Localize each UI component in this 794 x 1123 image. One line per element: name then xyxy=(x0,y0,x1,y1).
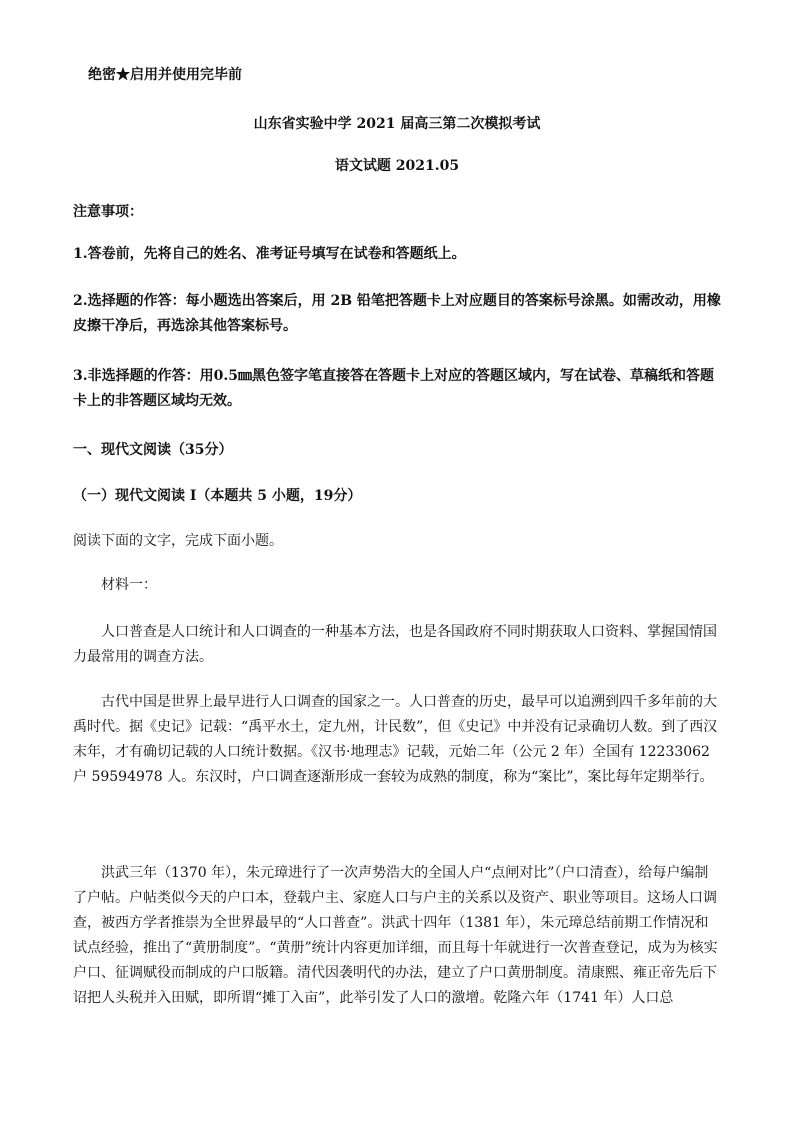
section-heading: 一、现代文阅读（35分） xyxy=(73,442,233,458)
subject-line: 语文试题 2021.05 xyxy=(334,158,460,174)
exam-title: 山东省实验中学 2021 届高三第二次模拟考试 xyxy=(253,116,541,132)
note-item-3: 3.非选择题的作答：用0.5㎜黑色签字笔直接答在答题卡上对应的答题区域内，写在试卷、草稿纸和答题卡上的非答题区域均无效。 xyxy=(73,368,714,409)
note-item-2: 2.选择题的作答：每小题选出答案后，用 2B 铅笔把答题卡上对应题目的答案标号涂黑。如需改动，用橡皮擦干净后，再选涂其他答案标号。 xyxy=(73,293,721,334)
paragraph-2: 古代中国是世界上最早进行人口调查的国家之一。人口普查的历史，最早可以追溯到四千多年前的大禹时代。据《史记》记载：“禹平水土，定九州，计民数”，但《史记》中并没有记录确切人数。到了西汉末年，才有确切记载的人口统计数据。《汉书·地理志》记载，元始二年（公元 2 年）全国有 12233062 户 59594978 人。东汉时，户口调查逐渐形成一套较为成熟的制度，称为“案比”，案比每年定期举行。 xyxy=(73,694,718,785)
note-item-1: 1.答卷前，先将自己的姓名、准考证号填写在试卷和答题纸上。 xyxy=(73,246,466,262)
notes-heading: 注意事项： xyxy=(73,204,143,220)
paragraph-3: 洪武三年（1370 年），朱元璋进行了一次声势浩大的全国人户“点闸对比”（户口清查），给每户编制了户帖。户帖类似今天的户口本，登载户主、家庭人口与户主的关系以及资产、职业等项目。这场人口调查，被西方学者推崇为全世界最早的“人口普查”。洪武十四年（1381 年），朱元璋总结前期工作情况和试点经验，推出了“黄册制度”。“黄册”统计内容更加详细，而且每十年就进行一次普查登记，成为为核实户口、征调赋役而制成的户口版籍。清代因袭明代的办法，建立了户口黄册制度。清康熙、雍正帝先后下诏把人头税并入田赋，即所谓“摊丁入亩”，此举引发了人口的激增。乾隆六年（1741 年）人口总 xyxy=(73,865,718,1006)
paragraph-1: 人口普查是人口统计和人口调查的一种基本方法，也是各国政府不同时期获取人口资料、掌握国情国力最常用的调查方法。 xyxy=(73,624,717,665)
section-subheading: （一）现代文阅读 I（本题共 5 小题，19分） xyxy=(73,488,362,504)
material-label: 材料一： xyxy=(101,577,157,593)
confidential-label: 绝密★启用并使用完毕前 xyxy=(88,67,242,83)
reading-instruction: 阅读下面的文字，完成下面小题。 xyxy=(73,533,283,549)
